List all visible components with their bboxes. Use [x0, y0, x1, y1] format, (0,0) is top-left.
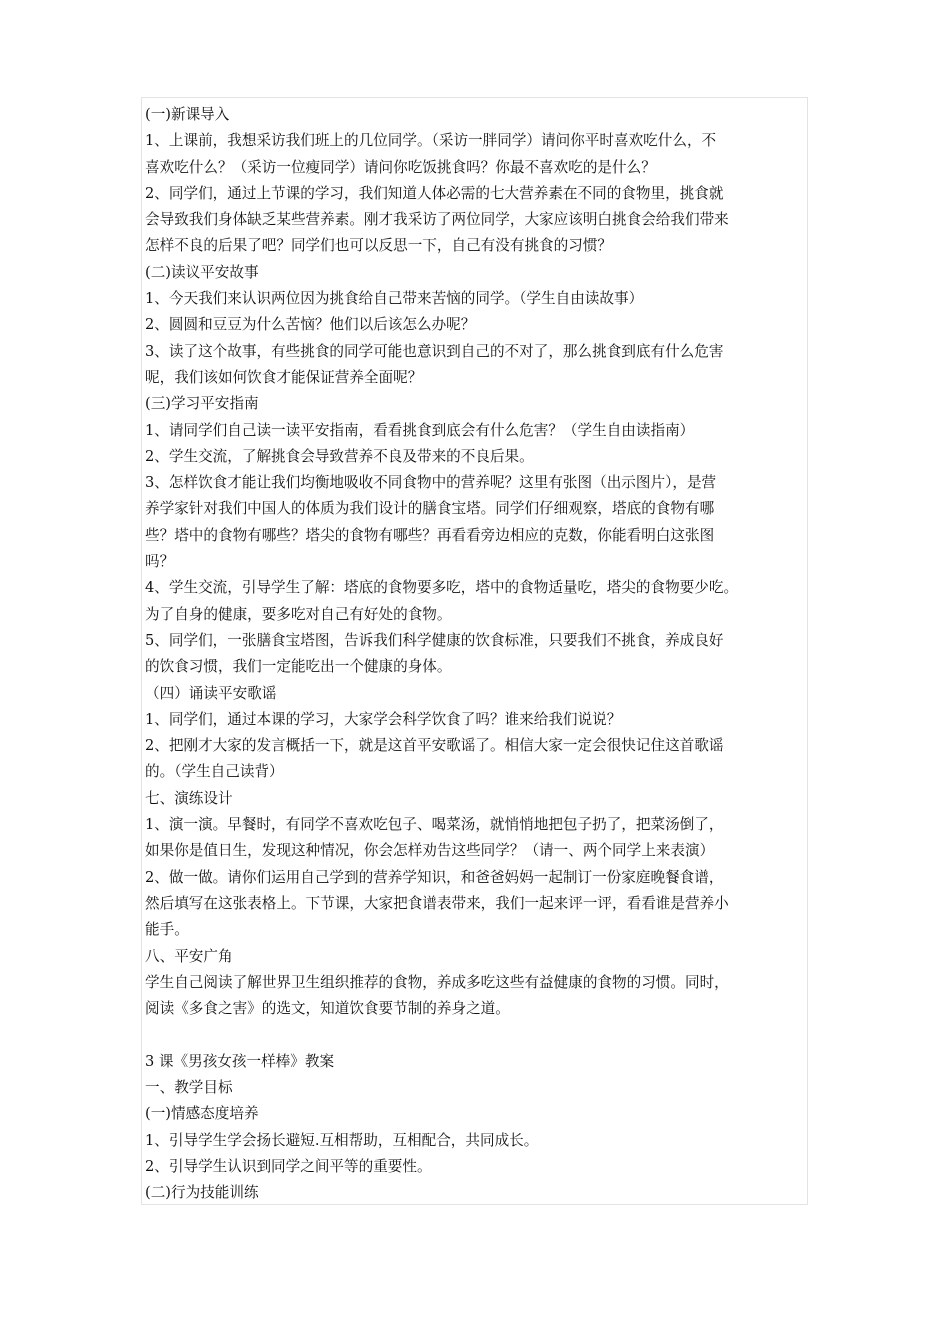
text-line: 怎样不良的后果了吧？同学们也可以反思一下，自己有没有挑食的习惯？: [145, 237, 613, 255]
text-line: 2、把刚才大家的发言概括一下，就是这首平安歌谣了。相信大家一定会很快记住这首歌谣: [145, 737, 724, 755]
text-line: 1、演一演。早餐时，有同学不喜欢吃包子、喝菜汤，就悄悄地把包子扔了，把菜汤倒了，: [145, 816, 724, 834]
text-line: (三)学习平安指南: [145, 395, 259, 413]
text-line: 养学家针对我们中国人的体质为我们设计的膳食宝塔。同学们仔细观察，塔底的食物有哪: [145, 500, 715, 518]
text-line: 1、上课前，我想采访我们班上的几位同学。（采访一胖同学）请问你平时喜欢吃什么，不: [145, 132, 717, 150]
text-line: 5、同学们，一张膳食宝塔图，告诉我们科学健康的饮食标准，只要我们不挑食，养成良好: [145, 631, 724, 649]
text-line: 些？塔中的食物有哪些？塔尖的食物有哪些？再看看旁边相应的克数，你能看明白这张图: [145, 526, 715, 544]
text-line: 1、引导学生学会扬长避短.互相帮助，互相配合，共同成长。: [145, 1131, 539, 1149]
text-line: 4、学生交流，引导学生了解：塔底的食物要多吃，塔中的食物适量吃，塔尖的食物要少吃。: [145, 579, 739, 597]
text-line: 如果你是值日生，发现这种情况，你会怎样劝告这些同学？（请一、两个同学上来表演）: [145, 842, 715, 860]
text-line: 学生自己阅读了解世界卫生组织推荐的食物，养成多吃这些有益健康的食物的习惯。同时，: [145, 973, 729, 991]
text-line: 1、今天我们来认识两位因为挑食给自己带来苦恼的同学。（学生自由读故事）: [145, 290, 644, 308]
text-line: 能手。: [145, 921, 189, 939]
text-line: 2、同学们，通过上节课的学习，我们知道人体必需的七大营养素在不同的食物里，挑食就: [145, 184, 724, 202]
text-line: 3、怎样饮食才能让我们均衡地吸收不同食物中的营养呢？这里有张图（出示图片），是营: [145, 474, 717, 492]
text-line: (二)行为技能训练: [145, 1184, 259, 1202]
text-line: 2、圆圆和豆豆为什么苦恼？他们以后该怎么办呢？: [145, 316, 476, 334]
text-line: 2、引导学生认识到同学之间平等的重要性。: [145, 1157, 432, 1175]
text-line: 3、读了这个故事，有些挑食的同学可能也意识到自己的不对了，那么挑食到底有什么危害: [145, 342, 724, 360]
text-line: 1、请同学们自己读一读平安指南，看看挑食到底会有什么危害？（学生自由读指南）: [145, 421, 695, 439]
text-line: 会导致我们身体缺乏某些营养素。刚才我采访了两位同学，大家应该明白挑食会给我们带来: [145, 211, 729, 229]
text-line: （四）诵读平安歌谣: [145, 684, 277, 702]
text-line: 1、同学们，通过本课的学习，大家学会科学饮食了吗？谁来给我们说说？: [145, 710, 622, 728]
document-text: [145, 102, 817, 1206]
text-line: 2、做一做。请你们运用自己学到的营养学知识，和爸爸妈妈一起制订一份家庭晚餐食谱，: [145, 868, 724, 886]
text-line: 吗？: [145, 553, 175, 571]
text-line: (一)新课导入: [145, 106, 230, 123]
text-line: 的。（学生自己读背）: [145, 763, 284, 781]
text-line: 阅读《多食之害》的选文，知道饮食要节制的养身之道。: [145, 1000, 510, 1018]
text-line: (一)情感态度培养: [145, 1105, 259, 1123]
text-line: 的饮食习惯，我们一定能吃出一个健康的身体。: [145, 658, 452, 676]
text-line: 一、教学目标: [145, 1078, 233, 1096]
text-line: 八、平安广角: [145, 947, 233, 965]
text-line: 呢，我们该如何饮食才能保证营养全面呢？: [145, 368, 423, 386]
text-line: 然后填写在这张表格上。下节课，大家把食谱表带来，我们一起来评一评，看看谁是营养小: [145, 894, 729, 912]
text-line: (二)读议平安故事: [145, 263, 259, 281]
text-line: [145, 1022, 817, 1048]
text-line: 2、学生交流，了解挑食会导致营养不良及带来的不良后果。: [145, 447, 534, 465]
text-line: 为了自身的健康，要多吃对自己有好处的食物。: [145, 605, 452, 623]
text-line: 3 课《男孩女孩一样棒》教案: [145, 1052, 335, 1070]
text-line: 七、演练设计: [145, 789, 233, 807]
text-line: 喜欢吃什么？（采访一位瘦同学）请问你吃饭挑食吗？你最不喜欢吃的是什么？: [145, 158, 656, 176]
